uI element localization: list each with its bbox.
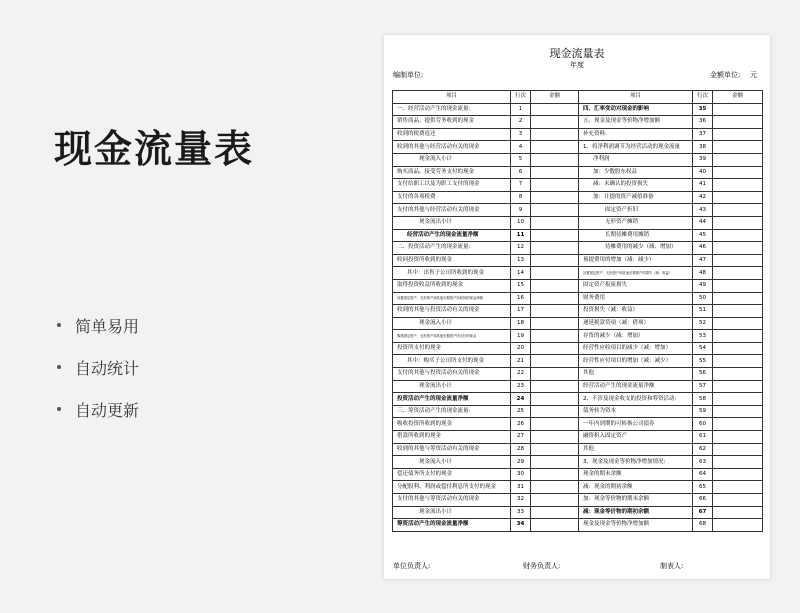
item-cell: 处置固定资产、无形资产和其他长期资产的损失（减：收益） xyxy=(579,267,693,280)
amount-cell[interactable] xyxy=(531,506,579,519)
item-cell: 现金流入小计 xyxy=(393,317,511,330)
line-number-cell: 59 xyxy=(693,405,713,418)
line-number-cell: 14 xyxy=(511,267,531,280)
item-cell: 2、不涉及现金收支的投资和筹资活动: xyxy=(579,393,693,406)
table-row xyxy=(393,166,763,179)
item-cell: 其中：购买子公司所支付的现金 xyxy=(393,355,511,368)
table-row xyxy=(393,153,763,166)
item-cell: 筹资活动产生的现金流量净额 xyxy=(393,519,511,532)
item-cell: 经营性应付项目的增加（减：减少） xyxy=(579,355,693,368)
line-number-cell: 26 xyxy=(511,418,531,431)
line-number-cell: 68 xyxy=(693,519,713,532)
amount-cell[interactable] xyxy=(713,330,763,343)
item-cell: 二、投资活动产生的现金流量: xyxy=(393,242,511,255)
line-number-cell: 8 xyxy=(511,191,531,204)
amount-cell[interactable] xyxy=(713,405,763,418)
sheet-title: 现金流量表 xyxy=(549,47,605,60)
amount-cell[interactable] xyxy=(531,216,579,229)
item-cell: 三、筹资活动产生的现金流量: xyxy=(393,405,511,418)
line-number-cell: 38 xyxy=(693,141,713,154)
amount-cell[interactable] xyxy=(713,481,763,494)
column-header: 金额 xyxy=(531,91,579,104)
feature-label: 自动统计 xyxy=(75,358,140,378)
item-cell: 支付给职工以及为职工支付的现金 xyxy=(393,179,511,192)
table-row xyxy=(393,368,763,381)
line-number-cell: 36 xyxy=(693,116,713,129)
line-number-cell: 1 xyxy=(511,103,531,116)
line-number-cell: 45 xyxy=(693,229,713,242)
item-cell: 经营活动产生的现金流量净额 xyxy=(393,229,511,242)
item-cell: 现金及现金等价物净增加额 xyxy=(579,519,693,532)
table-row xyxy=(393,292,763,305)
line-number-cell: 34 xyxy=(511,519,531,532)
amount-cell[interactable] xyxy=(713,267,763,280)
amount-cell[interactable] xyxy=(713,431,763,444)
line-number-cell: 52 xyxy=(693,317,713,330)
line-number-cell: 35 xyxy=(693,103,713,116)
item-cell: 固定资产报废损失 xyxy=(579,279,693,292)
feature-item xyxy=(57,398,139,420)
item-cell: 现金流出小计 xyxy=(393,380,511,393)
amount-cell[interactable] xyxy=(531,431,579,444)
line-number-cell: 67 xyxy=(693,506,713,519)
item-cell: 净利润 xyxy=(579,153,693,166)
amount-cell[interactable] xyxy=(713,506,763,519)
amount-cell[interactable] xyxy=(713,519,763,532)
table-row xyxy=(393,305,763,318)
line-number-cell: 5 xyxy=(511,153,531,166)
item-cell: 一、经营活动产生的现金流量: xyxy=(393,103,511,116)
line-number-cell: 3 xyxy=(511,128,531,141)
item-cell: 减：现金的期初余额 xyxy=(579,481,693,494)
amount-cell[interactable] xyxy=(713,443,763,456)
table-row xyxy=(393,179,763,192)
amount-cell[interactable] xyxy=(531,355,579,368)
line-number-cell: 10 xyxy=(511,216,531,229)
amount-cell[interactable] xyxy=(713,242,763,255)
table-row xyxy=(393,216,763,229)
amount-cell[interactable] xyxy=(531,443,579,456)
amount-cell[interactable] xyxy=(531,153,579,166)
amount-cell[interactable] xyxy=(531,330,579,343)
table-row xyxy=(393,468,763,481)
line-number-cell: 24 xyxy=(511,393,531,406)
line-number-cell: 55 xyxy=(693,355,713,368)
line-number-cell: 33 xyxy=(511,506,531,519)
table-row xyxy=(393,204,763,217)
line-number-cell: 22 xyxy=(511,368,531,381)
column-header: 金额 xyxy=(713,91,763,104)
amount-cell[interactable] xyxy=(713,456,763,469)
finance-head-label: 财务负责人: xyxy=(523,562,561,570)
line-number-cell: 11 xyxy=(511,229,531,242)
feature-item xyxy=(57,314,139,336)
statement-sheet xyxy=(384,35,770,579)
amount-cell[interactable] xyxy=(713,368,763,381)
column-header: 项目 xyxy=(579,91,693,104)
line-number-cell: 17 xyxy=(511,305,531,318)
item-cell: 现金流出小计 xyxy=(393,216,511,229)
item-cell: 收回投资所收到的现金 xyxy=(393,254,511,267)
line-number-cell: 42 xyxy=(693,191,713,204)
amount-cell[interactable] xyxy=(531,267,579,280)
item-cell: 四、汇率变动对现金的影响 xyxy=(579,103,693,116)
line-number-cell: 60 xyxy=(693,418,713,431)
line-number-cell: 2 xyxy=(511,116,531,129)
line-number-cell: 23 xyxy=(511,380,531,393)
item-cell: 投资所支付的现金 xyxy=(393,342,511,355)
item-cell: 处置固定资产、无形资产和其他长期资产所收回的现金净额 xyxy=(393,292,511,305)
item-cell: 递延税款贷项（减：借项） xyxy=(579,317,693,330)
item-cell: 加：少数股东权益 xyxy=(579,166,693,179)
amount-cell[interactable] xyxy=(713,468,763,481)
line-number-cell: 57 xyxy=(693,380,713,393)
line-number-cell: 48 xyxy=(693,267,713,280)
line-number-cell: 51 xyxy=(693,305,713,318)
item-cell: 加：计提的资产减值准备 xyxy=(579,191,693,204)
amount-cell[interactable] xyxy=(531,468,579,481)
item-cell: 购建固定资产、无形资产和其他长期资产所支付的现金 xyxy=(393,330,511,343)
line-number-cell: 46 xyxy=(693,242,713,255)
line-number-cell: 40 xyxy=(693,166,713,179)
item-cell: 收到的其他与筹资活动有关的现金 xyxy=(393,443,511,456)
item-cell: 支付的其他与筹资活动有关的现金 xyxy=(393,494,511,507)
amount-cell[interactable] xyxy=(531,116,579,129)
amount-cell[interactable] xyxy=(713,279,763,292)
table-row xyxy=(393,494,763,507)
amount-cell[interactable] xyxy=(531,103,579,116)
item-cell: 经营性应收项目的减少（减：增加） xyxy=(579,342,693,355)
line-number-cell: 66 xyxy=(693,494,713,507)
feature-label: 简单易用 xyxy=(75,316,140,336)
line-number-cell: 54 xyxy=(693,342,713,355)
amount-cell[interactable] xyxy=(531,179,579,192)
line-number-cell: 44 xyxy=(693,216,713,229)
amount-cell[interactable] xyxy=(713,141,763,154)
amount-cell[interactable] xyxy=(713,342,763,355)
line-number-cell: 64 xyxy=(693,468,713,481)
table-row xyxy=(393,254,763,267)
column-header: 行次 xyxy=(511,91,531,104)
item-cell: 固定资产折旧 xyxy=(579,204,693,217)
item-cell: 现金流出小计 xyxy=(393,506,511,519)
currency-label: 元 xyxy=(750,71,757,79)
table-row xyxy=(393,229,763,242)
feature-label: 自动更新 xyxy=(75,400,140,420)
item-cell: 长期待摊费用摊销 xyxy=(579,229,693,242)
item-cell: 偿还债务所支付的现金 xyxy=(393,468,511,481)
item-cell: 预提费用的增加（减：减少） xyxy=(579,254,693,267)
table-row xyxy=(393,279,763,292)
table-row xyxy=(393,418,763,431)
amount-cell[interactable] xyxy=(531,368,579,381)
line-number-cell: 4 xyxy=(511,141,531,154)
table-row xyxy=(393,431,763,444)
amount-cell[interactable] xyxy=(713,153,763,166)
line-number-cell: 7 xyxy=(511,179,531,192)
item-cell: 借款所收到的现金 xyxy=(393,431,511,444)
amount-cell[interactable] xyxy=(713,179,763,192)
amount-cell[interactable] xyxy=(713,116,763,129)
table-row xyxy=(393,191,763,204)
unit-head-label: 单位负责人: xyxy=(393,562,431,570)
amount-cell[interactable] xyxy=(531,204,579,217)
line-number-cell: 39 xyxy=(693,153,713,166)
line-number-cell: 30 xyxy=(511,468,531,481)
item-cell: 其中：出售子公司所收到的现金 xyxy=(393,267,511,280)
amount-cell[interactable] xyxy=(531,418,579,431)
bullet-icon xyxy=(57,407,61,411)
item-cell: 加：现金等价物的期末余额 xyxy=(579,494,693,507)
line-number-cell: 21 xyxy=(511,355,531,368)
item-cell: 收到的其他与投资活动有关的现金 xyxy=(393,305,511,318)
amount-cell[interactable] xyxy=(531,317,579,330)
amount-cell[interactable] xyxy=(531,393,579,406)
amount-cell[interactable] xyxy=(531,242,579,255)
line-number-cell: 62 xyxy=(693,443,713,456)
amount-cell[interactable] xyxy=(713,393,763,406)
item-cell: 吸收投资所收到的现金 xyxy=(393,418,511,431)
table-row xyxy=(393,481,763,494)
table-row xyxy=(393,342,763,355)
amount-cell[interactable] xyxy=(531,292,579,305)
item-cell: 其他 xyxy=(579,443,693,456)
feature-item xyxy=(57,356,139,378)
item-cell: 支付的各项税费 xyxy=(393,191,511,204)
preparer-signature-label: 制表人: xyxy=(660,562,684,570)
line-number-cell: 13 xyxy=(511,254,531,267)
amount-cell[interactable] xyxy=(713,292,763,305)
item-cell: 现金流入小计 xyxy=(393,456,511,469)
table-row xyxy=(393,355,763,368)
item-cell: 1、将净利润调节为经营活动的现金流量 xyxy=(579,141,693,154)
line-number-cell: 50 xyxy=(693,292,713,305)
item-cell: 现金流入小计 xyxy=(393,153,511,166)
line-number-cell: 16 xyxy=(511,292,531,305)
amount-cell[interactable] xyxy=(531,519,579,532)
sheet-subtitle: 年度 xyxy=(570,61,584,69)
amount-cell[interactable] xyxy=(713,254,763,267)
line-number-cell: 28 xyxy=(511,443,531,456)
item-cell: 存货的减少（减：增加） xyxy=(579,330,693,343)
amount-cell[interactable] xyxy=(531,380,579,393)
preparer-label: 编制单位: xyxy=(393,71,424,79)
table-row xyxy=(393,267,763,280)
amount-cell[interactable] xyxy=(713,418,763,431)
column-header: 项目 xyxy=(393,91,511,104)
table-row xyxy=(393,456,763,469)
line-number-cell: 19 xyxy=(511,330,531,343)
amount-cell[interactable] xyxy=(531,456,579,469)
table-row xyxy=(393,405,763,418)
table-row xyxy=(393,317,763,330)
item-cell: 补充资料: xyxy=(579,128,693,141)
amount-cell[interactable] xyxy=(713,166,763,179)
item-cell: 3、现金及现金等价物净增加情况: xyxy=(579,456,693,469)
amount-cell[interactable] xyxy=(531,128,579,141)
item-cell: 融资租入固定资产 xyxy=(579,431,693,444)
line-number-cell: 18 xyxy=(511,317,531,330)
amount-cell[interactable] xyxy=(531,191,579,204)
amount-cell[interactable] xyxy=(531,229,579,242)
amount-cell[interactable] xyxy=(713,191,763,204)
item-cell: 经营活动产生的现金流量净额 xyxy=(579,380,693,393)
amount-cell[interactable] xyxy=(531,481,579,494)
cash-flow-table xyxy=(392,90,763,532)
page-title: 现金流量表 xyxy=(54,127,255,171)
table-row xyxy=(393,393,763,406)
feature-list xyxy=(57,314,139,440)
item-cell: 分配股利、利润或偿付利息所支付的现金 xyxy=(393,481,511,494)
item-cell: 收到的税费返还 xyxy=(393,128,511,141)
line-number-cell: 58 xyxy=(693,393,713,406)
amount-cell[interactable] xyxy=(713,380,763,393)
line-number-cell: 53 xyxy=(693,330,713,343)
item-cell: 其他 xyxy=(579,368,693,381)
amount-cell[interactable] xyxy=(713,216,763,229)
line-number-cell: 9 xyxy=(511,204,531,217)
amount-cell[interactable] xyxy=(531,405,579,418)
line-number-cell: 6 xyxy=(511,166,531,179)
line-number-cell: 41 xyxy=(693,179,713,192)
amount-cell[interactable] xyxy=(531,494,579,507)
item-cell: 收到的其他与经营活动有关的现金 xyxy=(393,141,511,154)
amount-cell[interactable] xyxy=(531,342,579,355)
table-row xyxy=(393,103,763,116)
table-header-row xyxy=(393,91,763,104)
amount-cell[interactable] xyxy=(531,254,579,267)
item-cell: 取得投资收益所收到的现金 xyxy=(393,279,511,292)
bullet-icon xyxy=(57,365,61,369)
table-row xyxy=(393,141,763,154)
item-cell: 待摊费用的减少（减：增加） xyxy=(579,242,693,255)
line-number-cell: 27 xyxy=(511,431,531,444)
amount-cell[interactable] xyxy=(713,317,763,330)
item-cell: 支付的其他与投资活动有关的现金 xyxy=(393,368,511,381)
bullet-icon xyxy=(57,323,61,327)
amount-cell[interactable] xyxy=(713,103,763,116)
table-row xyxy=(393,443,763,456)
item-cell: 购买商品、接受劳务支付的现金 xyxy=(393,166,511,179)
line-number-cell: 25 xyxy=(511,405,531,418)
amount-unit-label: 金额单位: xyxy=(710,71,741,79)
amount-cell[interactable] xyxy=(713,128,763,141)
line-number-cell: 37 xyxy=(693,128,713,141)
amount-cell[interactable] xyxy=(713,355,763,368)
item-cell: 无形资产摊销 xyxy=(579,216,693,229)
amount-cell[interactable] xyxy=(713,204,763,217)
line-number-cell: 20 xyxy=(511,342,531,355)
amount-cell[interactable] xyxy=(713,229,763,242)
line-number-cell: 63 xyxy=(693,456,713,469)
table-row xyxy=(393,330,763,343)
table-row xyxy=(393,506,763,519)
item-cell: 支付的其他与经营活动有关的现金 xyxy=(393,204,511,217)
item-cell: 五、现金及现金等价物净增加额 xyxy=(579,116,693,129)
column-header: 行次 xyxy=(693,91,713,104)
item-cell: 现金的期末余额 xyxy=(579,468,693,481)
table-row xyxy=(393,242,763,255)
table-row xyxy=(393,116,763,129)
item-cell: 投资损失（减：收益） xyxy=(579,305,693,318)
item-cell: 减：未确认的投资损失 xyxy=(579,179,693,192)
line-number-cell: 12 xyxy=(511,242,531,255)
item-cell: 债务转为资本 xyxy=(579,405,693,418)
line-number-cell: 15 xyxy=(511,279,531,292)
table-row xyxy=(393,128,763,141)
table-row xyxy=(393,519,763,532)
item-cell: 一年内到期的可转换公司债券 xyxy=(579,418,693,431)
amount-cell[interactable] xyxy=(531,305,579,318)
amount-cell[interactable] xyxy=(531,141,579,154)
amount-cell[interactable] xyxy=(713,494,763,507)
table-row xyxy=(393,380,763,393)
line-number-cell: 65 xyxy=(693,481,713,494)
line-number-cell: 56 xyxy=(693,368,713,381)
item-cell: 财务费用 xyxy=(579,292,693,305)
line-number-cell: 31 xyxy=(511,481,531,494)
line-number-cell: 49 xyxy=(693,279,713,292)
item-cell: 减：现金等价物的期初余额 xyxy=(579,506,693,519)
line-number-cell: 43 xyxy=(693,204,713,217)
line-number-cell: 29 xyxy=(511,456,531,469)
amount-cell[interactable] xyxy=(531,166,579,179)
amount-cell[interactable] xyxy=(531,279,579,292)
line-number-cell: 61 xyxy=(693,431,713,444)
amount-cell[interactable] xyxy=(713,305,763,318)
item-cell: 投资活动产生的现金流量净额 xyxy=(393,393,511,406)
line-number-cell: 47 xyxy=(693,254,713,267)
item-cell: 销售商品、提供劳务收到的现金 xyxy=(393,116,511,129)
line-number-cell: 32 xyxy=(511,494,531,507)
